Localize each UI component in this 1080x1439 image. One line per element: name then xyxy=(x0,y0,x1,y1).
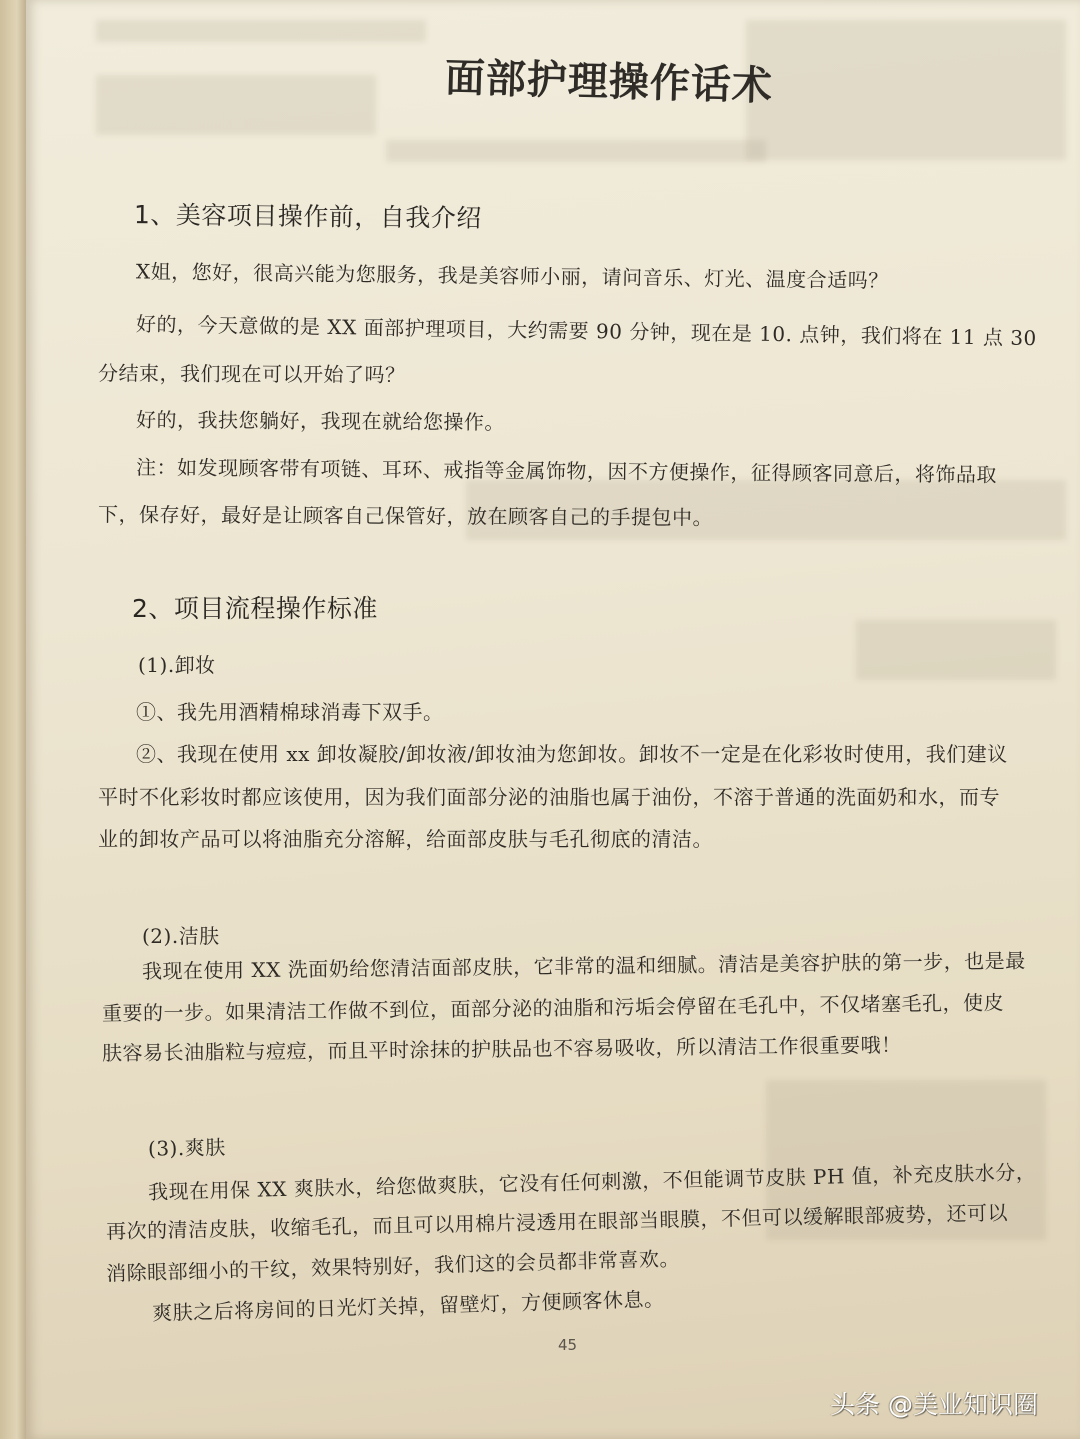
bleed-through-text xyxy=(746,20,1066,160)
book-spine-edge xyxy=(0,0,28,1439)
note-line: 注：如发现顾客带有项链、耳环、戒指等金属饰物，因不方便操作，征得顾客同意后，将饰品取 xyxy=(135,455,998,487)
paragraph-line: 爽肤之后将房间的日光灯关掉，留壁灯，方便顾客休息。 xyxy=(151,1286,665,1326)
paragraph-line: 肤容易长油脂粒与痘痘，而且平时涂抹的护肤品也不容易吸收，所以清洁工作很重要哦！ xyxy=(101,1032,902,1066)
paragraph-line: ①、我先用酒精棉球消毒下双手。 xyxy=(136,700,444,724)
bleed-through-text xyxy=(96,20,426,42)
paragraph-line: 再次的清洁皮肤，收缩毛孔，而且可以用棉片浸透用在眼部当眼膜，不但可以缓解眼部疲势，还可以 xyxy=(105,1200,1009,1244)
paragraph-line: 好的，今天意做的是 XX 面部护理项目，大约需要 90 分钟，现在是 10. 点钟，我们将在 11 点 30 xyxy=(135,311,1037,351)
paragraph-line: 分结束，我们现在可以开始了吗？ xyxy=(97,361,406,387)
paragraph-line: 我现在用保 XX 爽肤水，给您做爽肤，它没有任何刺激，不但能调节皮肤 PH 值，补充皮肤水分， xyxy=(147,1159,1037,1205)
paragraph-line: 平时不化彩妆时都应该使用，因为我们面部分泌的油脂也属于油份，不溶于普通的洗面奶和水，而专 xyxy=(98,785,1000,809)
subsection-heading: (2).洁肤 xyxy=(142,924,220,948)
page-title: 面部护理操作话术 xyxy=(444,55,774,110)
note-line: 下，保存好，最好是让顾客自己保管好，放在顾客自己的手提包中。 xyxy=(97,502,714,530)
bleed-through-text xyxy=(856,620,1056,680)
subsection-heading: (1).卸妆 xyxy=(138,653,216,677)
paragraph-line: ②、我现在使用 xx 卸妆凝胶/卸妆液/卸妆油为您卸妆。卸妆不一定是在化彩妆时使用，我们建议 xyxy=(136,742,1008,766)
bleed-through-text xyxy=(386,140,766,162)
paragraph-line: 好的，我扶您躺好，我现在就给您操作。 xyxy=(135,407,506,435)
paragraph-line: 我现在使用 XX 洗面奶给您清洁面部皮肤，它非常的温和细腻。清洁是美容护肤的第一步，也是最 xyxy=(141,948,1026,984)
section-heading: 2、项目流程操作标准 xyxy=(132,594,378,623)
subsection-heading: (3).爽肤 xyxy=(147,1135,226,1161)
page-number: 45 xyxy=(558,1336,578,1354)
paragraph-line: 重要的一步。如果清洁工作做不到位，面部分泌的油脂和污垢会停留在毛孔中，不仅堵塞毛孔，使皮 xyxy=(101,990,1005,1026)
section-heading: 1、美容项目操作前，自我介绍 xyxy=(133,200,483,233)
paragraph-line: 消除眼部细小的干纹，效果特别好，我们这的会员都非常喜欢。 xyxy=(105,1246,681,1286)
paragraph-line: 业的卸妆产品可以将油脂充分溶解，给面部皮肤与毛孔彻底的清洁。 xyxy=(98,827,713,851)
paragraph-line: X姐，您好，很高兴能为您服务，我是美容师小丽，请问音乐、灯光、温度合适吗？ xyxy=(135,259,889,293)
bleed-through-text xyxy=(96,75,376,135)
source-watermark: 头条 @美业知识圈 xyxy=(830,1390,1038,1419)
